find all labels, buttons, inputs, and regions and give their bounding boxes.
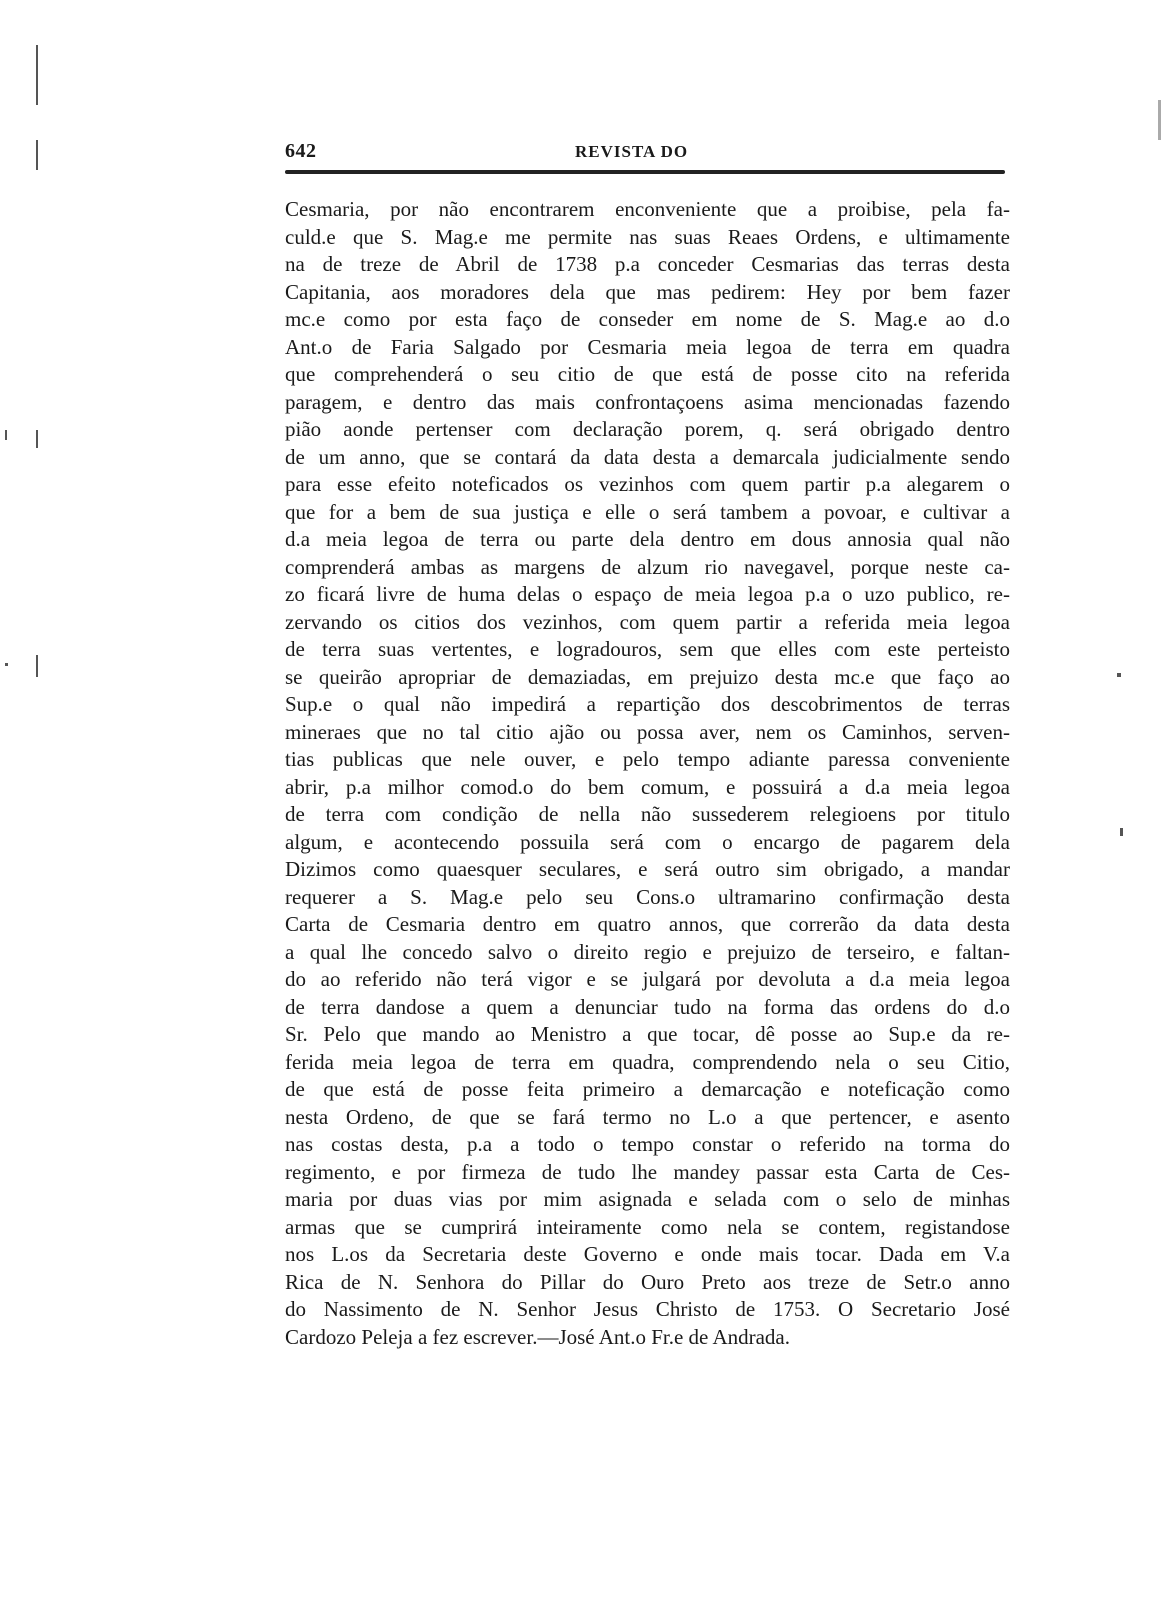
text-line: nas costas desta, p.a a todo o tempo constar o referido na torma do [285, 1132, 1010, 1156]
text-line: requerer a S. Mag.e pelo seu Cons.o ultramarino confirmação desta [285, 884, 1010, 909]
text-line: tias publicas que nele ouver, e pelo tempo adiante paressa conveniente [285, 747, 1010, 771]
page-number: 642 [285, 140, 317, 162]
text-line: Dizimos como quaesquer seculares, e será outro sim obrigado, a mandar [285, 857, 1010, 881]
text-line: culd.e que S. Mag.e me permite nas suas Reaes Ordens, e ultimamente [285, 224, 1010, 249]
text-line: Capitania, aos moradores dela que mas pedirem: Hey por bem fazer [285, 279, 1010, 304]
text-line: ferida meia legoa de terra em quadra, comprendendo nela o seu Citio, [285, 1049, 1010, 1074]
scan-margin-mark [36, 140, 38, 170]
text-line: armas que se cumprirá inteiramente como nela se contem, registandose [285, 1214, 1010, 1239]
scan-margin-mark [36, 430, 38, 448]
text-line-last: Cardozo Peleja a fez escrever.—José Ant.o Fr.e de Andrada. [285, 1324, 790, 1349]
text-line: algum, e acontecendo possuila será com o encargo de pagarem dela [285, 829, 1010, 854]
scan-margin-mark [36, 655, 38, 677]
text-line: mineraes que no tal citio ajão ou possa aver, nem os Caminhos, serven- [285, 719, 1010, 744]
text-line: que comprehenderá o seu citio de que está de posse cito na referida [285, 362, 1010, 386]
text-line: abrir, p.a milhor comod.o do bem comum, e possuirá a d.a meia legoa [285, 774, 1010, 799]
text-line: zervando os citios dos vezinhos, com quem partir a referida meia legoa [285, 609, 1010, 634]
text-line: Cesmaria, por não encontrarem enconveniente que a proibise, pela fa- [285, 197, 1010, 221]
scan-margin-mark [1117, 673, 1121, 677]
text-line: nos L.os da Secretaria deste Governo e onde mais tocar. Dada em V.a [285, 1242, 1010, 1266]
header-rule [285, 170, 1005, 174]
running-head: REVISTA DO [575, 142, 689, 161]
text-line: do Nassimento de N. Senhor Jesus Christo de 1753. O Secretario José [285, 1297, 1010, 1321]
text-line: Carta de Cesmaria dentro em quatro annos, que correrão da data desta [285, 912, 1010, 936]
text-line: comprenderá ambas as margens de alzum rio navegavel, porque neste ca- [285, 554, 1010, 579]
text-line: de um anno, que se contará da data desta a demarcala judicialmente sendo [285, 444, 1010, 469]
text-line: de que está de posse feita primeiro a demarcação e noteficação como [285, 1077, 1010, 1101]
text-line: de terra dandose a quem a denunciar tudo na forma das ordens do d.o [285, 994, 1010, 1019]
text-line: maria por duas vias por mim asignada e selada com o selo de minhas [285, 1187, 1010, 1211]
scan-margin-mark [5, 430, 7, 440]
page-header [285, 140, 1005, 170]
text-line: do ao referido não terá vigor e se julgará por devoluta a d.a meia legoa [285, 967, 1010, 991]
text-line: d.a meia legoa de terra ou parte dela dentro em dous annosia qual não [285, 527, 1010, 551]
text-line: de terra com condição de nella não sussederem relegioens por titulo [285, 802, 1010, 826]
text-line: Sup.e o qual não impedirá a repartição dos descobrimentos de terras [285, 692, 1010, 716]
text-line: zo ficará livre de huma delas o espaço de meia legoa p.a o uzo publico, re- [285, 582, 1010, 606]
text-line: a qual lhe concedo salvo o direito regio e prejuizo de terseiro, e faltan- [285, 939, 1010, 964]
text-line: nesta Ordeno, de que se fará termo no L.o a que pertencer, e asento [285, 1104, 1010, 1129]
text-line: paragem, e dentro das mais confrontaçoens asima mencionadas fazendo [285, 389, 1010, 414]
text-line: Rica de N. Senhora do Pillar do Ouro Preto aos treze de Setr.o anno [285, 1269, 1010, 1294]
text-line: Sr. Pelo que mando ao Menistro a que tocar, dê posse ao Sup.e da re- [285, 1022, 1010, 1046]
scan-margin-mark [1158, 100, 1161, 140]
text-line: que for a bem de sua justiça e elle o será tambem a povoar, e cultivar a [285, 499, 1010, 524]
text-line: regimento, e por firmeza de tudo lhe mandey passar esta Carta de Ces- [285, 1159, 1010, 1184]
text-line: se queirão apropriar de demaziadas, em prejuizo desta mc.e que faço ao [285, 664, 1010, 689]
text-line: mc.e como por esta faço de conseder em nome de S. Mag.e ao d.o [285, 307, 1010, 331]
text-line: pião aonde pertenser com declaração porem, q. será obrigado dentro [285, 417, 1010, 441]
text-line: de terra suas vertentes, e logradouros, sem que elles com este perteisto [285, 637, 1010, 661]
scan-margin-mark [5, 663, 8, 666]
text-line: para esse efeito noteficados os vezinhos com quem partir p.a alegarem o [285, 472, 1010, 496]
text-line: na de treze de Abril de 1738 p.a conceder Cesmarias das terras desta [285, 252, 1010, 276]
text-line: Ant.o de Faria Salgado por Cesmaria meia legoa de terra em quadra [285, 334, 1010, 359]
body-text [285, 196, 1010, 1351]
scan-margin-mark [1120, 828, 1123, 836]
scan-margin-mark [36, 45, 38, 105]
